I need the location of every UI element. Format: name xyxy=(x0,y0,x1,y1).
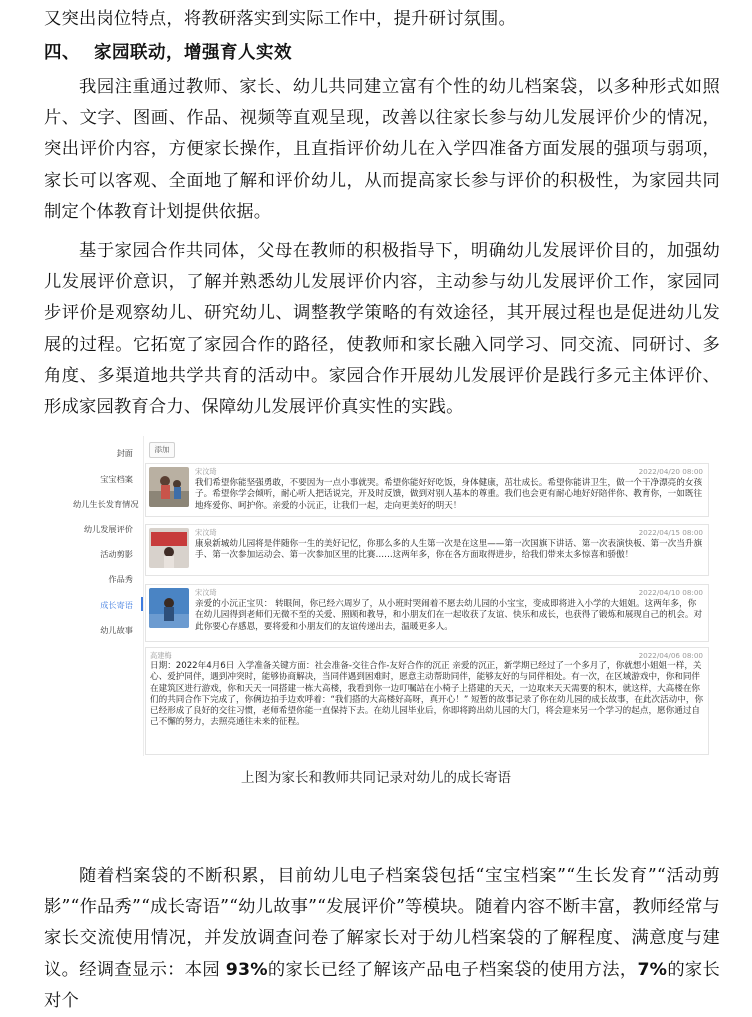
add-button[interactable]: 添加 xyxy=(149,442,175,458)
sidebar-item-works[interactable]: 作品秀 xyxy=(108,574,133,584)
child-photo xyxy=(149,467,189,507)
sidebar-item-growth[interactable]: 幼儿生长发育情况 xyxy=(73,499,139,509)
paragraph-3 xyxy=(44,861,720,1017)
top-line: 又突出岗位特点，将教研落实到实际工作中，提升研讨氛围。 xyxy=(44,9,516,29)
post-author: 宋汶琦 xyxy=(195,467,217,476)
sidebar-item-activities[interactable]: 活动剪影 xyxy=(100,549,133,559)
post-date: 2022/04/06 08:00 xyxy=(638,651,703,660)
percent-other: 7% xyxy=(637,959,668,980)
paragraph-3-text-2: 的家长已经了解该产品电子档案袋的使用方法， xyxy=(267,959,638,980)
post-author: 宋汶琦 xyxy=(195,528,217,537)
section-title: 家园联动，增强育人实效 xyxy=(94,43,292,63)
paragraph-3-text: 随着档案袋的不断积累，目前幼儿电子档案袋包括“宝宝档案”“生长发育”“活动剪影”“作品秀”“成长寄语”“幼儿故事”“发展评价”等模块。随着内容不断丰富，教师经常与家长交流使用情况，并发放调查问卷了解家长对于幼儿档案袋的了解程度、满意度与建议。经调查显示：本园 xyxy=(44,866,720,980)
sidebar-item-evaluation[interactable]: 幼儿发展评价 xyxy=(83,524,133,534)
section-heading xyxy=(44,39,292,64)
sidebar-item-stories[interactable]: 幼儿故事 xyxy=(100,625,133,635)
post-text: 我们希望你能坚强勇敢，不要因为一点小事就哭。希望你能好好吃饭，身体健康，茁壮成长。希望你能讲卫生，做一个干净漂亮的女孩子。希望你学会倾听，耐心听人把话说完，开及时反馈，做到对别人基本的尊重。我们也会更有耐心地好好陪伴你、教育你，一如既往地疼爱你、呵护你。亲爱的小沅正，让我们一起，走向更美好的明天！ xyxy=(195,478,703,511)
message-card xyxy=(145,584,709,642)
figure-caption: 上图为家长和教师共同记录对幼儿的成长寄语 xyxy=(241,770,511,786)
growth-message-screenshot xyxy=(73,436,712,756)
post-author: 宋汶琦 xyxy=(195,588,217,597)
post-text: 日期：2022年4月6日 入学准备关键方面：社会准备-交往合作-友好合作的沉正 亲爱的沉正，新学期已经过了一个多月了，你就想小姐姐一样，关心、爱护同伴，遇到冲突时，能够协商解决，当同伴遇到困难时，愿意主动帮助同伴，能够友好的与同伴相处。有一次，在区域游戏中，你和同伴在建筑区进行游戏，你和天天一同搭建一栋大高楼，我看到你一边叮嘱站在小椅子上搭建的天天，一边取来天天需要的积木，就这样，大高楼在你们的共同合作下完成了，你俩边拍手边欢呼着：“我们搭的大高楼好高呀，真开心！” 短暂的故事记录了你在幼儿园的成长故事，在此次活动中，你已经形成了良好的交往习惯，老师希望你能一直保持下去。在幼儿园毕业后，你即将跨出幼儿园的大门，将会迎来另一个学习的起点，愿你通过自己不懈的努力，去照亮通往未来的征程。 xyxy=(150,661,704,728)
paragraph-3-text-3: 的家长对个 xyxy=(44,959,720,1011)
message-card xyxy=(145,524,709,576)
sidebar-divider xyxy=(143,436,144,756)
sidebar-item-cover[interactable]: 封面 xyxy=(116,448,133,458)
sidebar-item-baby-archive[interactable]: 宝宝档案 xyxy=(100,474,133,484)
section-number: 四、 xyxy=(44,43,80,63)
post-text: 亲爱的小沅正宝贝： 转眼间，你已经六周岁了，从小班时哭闹着不愿去幼儿园的小宝宝，变成即将进入小学的大姐姐。这两年多，你在幼儿园得到老师们无微不至的关爱、照顾和教导，和小朋友们在一起收获了友谊、快乐和成长，也获得了锻炼和展现自己的机会。对此你要心存感恩，要将爱和小朋友们的友谊传递出去，温暖更多人。 xyxy=(195,599,703,632)
post-date: 2022/04/10 08:00 xyxy=(638,588,703,597)
post-text: 康泉新城幼儿园将是伴随你一生的美好记忆，你那么多的人生第一次是在这里——第一次国旗下讲话、第一次表演快板、第一次当升旗手、第一次参加运动会、第一次参加区里的比赛……这两年多，你在各方面取得进步，给我们带来太多惊喜和骄傲！ xyxy=(195,539,703,561)
paragraph-1: 我园注重通过教师、家长、幼儿共同建立富有个性的幼儿档案袋，以多种形式如照片、文字、图画、作品、视频等直观呈现，改善以往家长参与幼儿发展评价少的情况，突出评价内容，方便家长操作，且直指评价幼儿在入学四准备方面发展的强项与弱项，家长可以客观、全面地了解和评价幼儿，从而提高家长参与评价的积极性，为家园共同制定个体教育计划提供依据。 xyxy=(44,77,720,222)
post-date: 2022/04/15 08:00 xyxy=(638,528,703,537)
archive-sidebar xyxy=(73,436,139,756)
percent-understood: 93% xyxy=(225,959,268,980)
post-author: 高建梅 xyxy=(150,651,172,660)
child-photo xyxy=(149,528,189,568)
paragraph-2: 基于家园合作共同体，父母在教师的积极指导下，明确幼儿发展评价目的，加强幼儿发展评价意识，了解并熟悉幼儿发展评价内容，主动参与幼儿发展评价工作，家园同步评价是观察幼儿、研究幼儿、调整教学策略的有效途径，其开展过程也是促进幼儿发展的过程。它拓宽了家园合作的路径，使教师和家长融入同学习、同交流、同研讨、多角度、多渠道地共学共育的活动中。家园合作开展幼儿发展评价是践行多元主体评价、形成家园教育合力、保障幼儿发展评价真实性的实践。 xyxy=(44,241,720,418)
sidebar-item-growth-message[interactable]: 成长寄语 xyxy=(73,600,133,611)
child-photo xyxy=(149,588,189,628)
message-card xyxy=(145,463,709,517)
message-card xyxy=(145,647,709,755)
post-date: 2022/04/20 08:00 xyxy=(638,467,703,476)
